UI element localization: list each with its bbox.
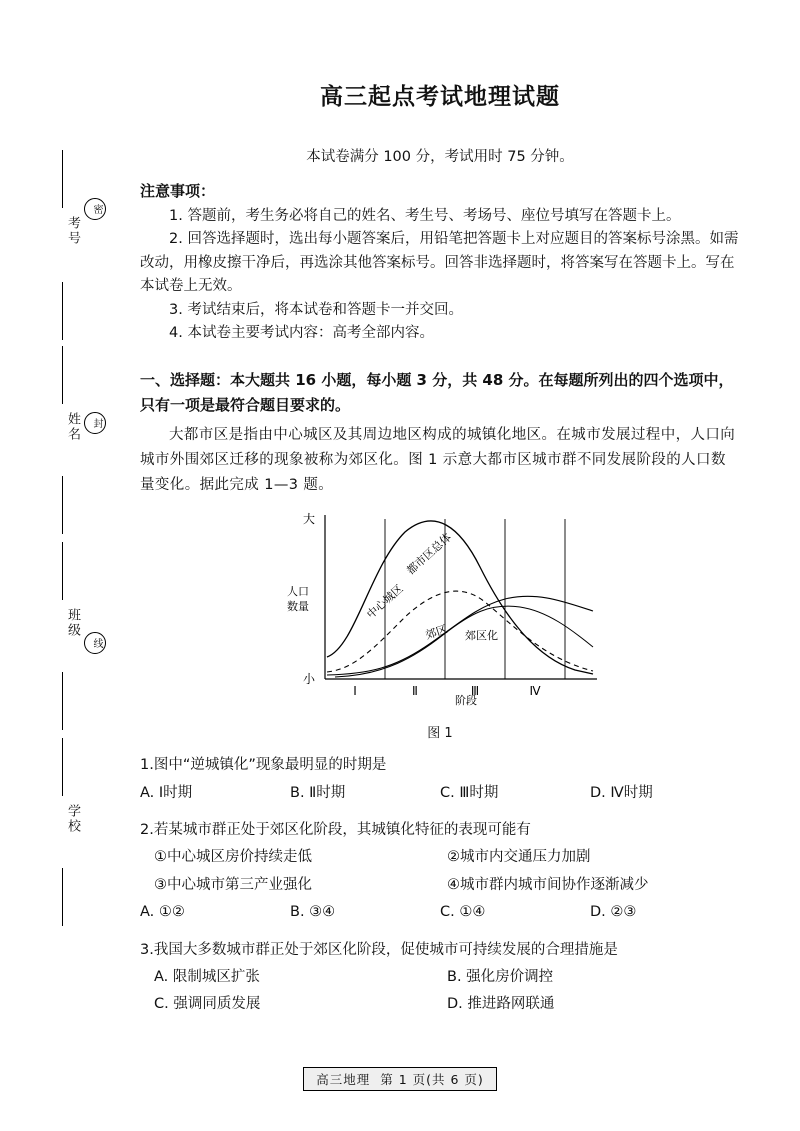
question-1-options [140,781,740,806]
footer-box [303,1067,497,1091]
notice-heading: 注意事项： [140,182,216,200]
question-3-options-row-2 [140,992,740,1017]
question-2 [140,818,740,926]
question-3-options-row-1 [140,965,740,990]
question-2-option-d[interactable]: D. ②③ [590,904,637,921]
question-3-text: 我国大多数城市群正处于郊区化阶段，促使城市可持续发展的合理措施是 [153,941,618,958]
seal-mark-3: 线 [84,632,106,654]
question-2-statement-3: ③中心城市第三产业强化 [154,876,312,893]
question-2-option-a[interactable]: A. ①② [140,904,185,921]
footer-page: 第 1 页(共 6 页) [380,1072,484,1087]
notice-item-3: 3. 考试结束后，将本试卷和答题卡一并交回。 [169,301,463,318]
page-footer [0,1067,800,1091]
question-1-stem [140,753,740,778]
svg-text:Ⅳ: Ⅳ [529,684,541,699]
notice-item-4: 4. 本试卷主要考试内容：高考全部内容。 [169,325,434,342]
question-3-stem [140,938,740,963]
svg-text:Ⅰ: Ⅰ [353,684,357,699]
question-1-number: 1. [140,757,154,774]
seal-label-school: 学校 [65,804,80,834]
seal-band [40,150,110,940]
seal-rule-8 [62,868,63,926]
notice-item-2: 2. 回答选择题时，选出每小题答案后，用铅笔把答题卡上对应题目的答案标号涂黑。如需改动，用橡皮擦干净后，再选涂其他答案标号。回答非选择题时，将答案写在答题卡上。写在本试卷上无效。 [140,231,739,295]
seal-rule-5 [62,542,63,600]
question-1-text: 图中“逆城镇化”现象最明显的时期是 [153,757,387,774]
figure-1 [140,507,740,722]
svg-text:人口: 人口 [287,585,309,599]
svg-text:中心城区: 中心城区 [364,582,406,622]
seal-label-name: 姓名 [65,412,80,442]
question-2-stem [140,818,740,843]
question-2-number: 2. [140,822,154,839]
svg-text:数量: 数量 [287,600,309,614]
seal-label-class: 班级 [65,608,80,638]
question-3-option-a[interactable]: A. 限制城区扩张 [154,968,260,985]
question-2-statement-2: ②城市内交通压力加剧 [447,849,591,866]
question-2-statements-row-1 [140,845,740,870]
paper-content [140,78,740,1018]
seal-rule-1 [62,150,63,208]
seal-label-exam-number: 考号 [65,216,80,246]
question-2-statements-row-2 [140,873,740,898]
seal-rule-4 [62,476,63,534]
exam-info: 本试卷满分 100 分，考试用时 75 分钟。 [306,149,574,165]
question-3-option-b[interactable]: B. 强化房价调控 [447,968,554,985]
seal-rule-3 [62,346,63,404]
question-2-statement-4: ④城市群内城市间协作逐渐减少 [447,876,649,893]
svg-text:郊区: 郊区 [423,623,449,643]
seal-rule-7 [62,738,63,796]
question-3-number: 3. [140,941,154,958]
figure-1-svg [275,507,605,722]
seal-rule-6 [62,672,63,730]
section-heading: 一、选择题：本大题共 16 小题，每小题 3 分，共 48 分。在每题所列出的四个选项中，只有一项是最符合题目要求的。 [140,370,734,414]
seal-mark-1: 密 [84,198,106,220]
question-1 [140,753,740,806]
svg-text:小: 小 [302,672,315,687]
notice-item-1: 1. 答题前，考生务必将自己的姓名、考生号、考场号、座位号填写在答题卡上。 [169,208,681,224]
question-1-option-b[interactable]: B. Ⅱ时期 [290,784,346,801]
question-2-text: 若某城市群正处于郊区化阶段，其城镇化特征的表现可能有 [153,822,531,839]
question-3-option-d[interactable]: D. 推进路网联通 [447,996,555,1013]
question-1-option-a[interactable]: A. Ⅰ时期 [140,784,193,801]
question-1-option-d[interactable]: D. Ⅳ时期 [590,784,653,801]
question-2-statement-1: ①中心城区房价持续走低 [154,849,312,866]
svg-text:阶段: 阶段 [455,694,477,708]
question-3 [140,938,740,1018]
svg-text:大: 大 [302,512,315,527]
question-2-option-c[interactable]: C. ①④ [440,904,486,921]
svg-text:郊区化: 郊区化 [465,629,498,643]
svg-text:都市区总体: 都市区总体 [404,531,454,578]
question-3-option-c[interactable]: C. 强调同质发展 [154,996,261,1013]
figure-1-caption: 图 1 [427,726,453,742]
page-title: 高三起点考试地理试题 [320,84,560,110]
question-2-option-b[interactable]: B. ③④ [290,904,336,921]
svg-text:Ⅱ: Ⅱ [412,684,418,699]
reading-passage: 大都市区是指由中心城区及其周边地区构成的城镇化地区。在城市发展过程中，人口向城市外围郊区迁移的现象被称为郊区化。图 1 示意大都市区城市群不同发展阶段的人口数量变化。据此完成 1—3 题。 [140,427,736,493]
svg-text:Ⅲ: Ⅲ [470,684,480,699]
seal-mark-2: 封 [84,412,106,434]
question-1-option-c[interactable]: C. Ⅲ时期 [440,784,499,801]
question-2-options [140,900,740,925]
seal-rule-2 [62,282,63,340]
footer-subject: 高三地理 [316,1072,371,1087]
